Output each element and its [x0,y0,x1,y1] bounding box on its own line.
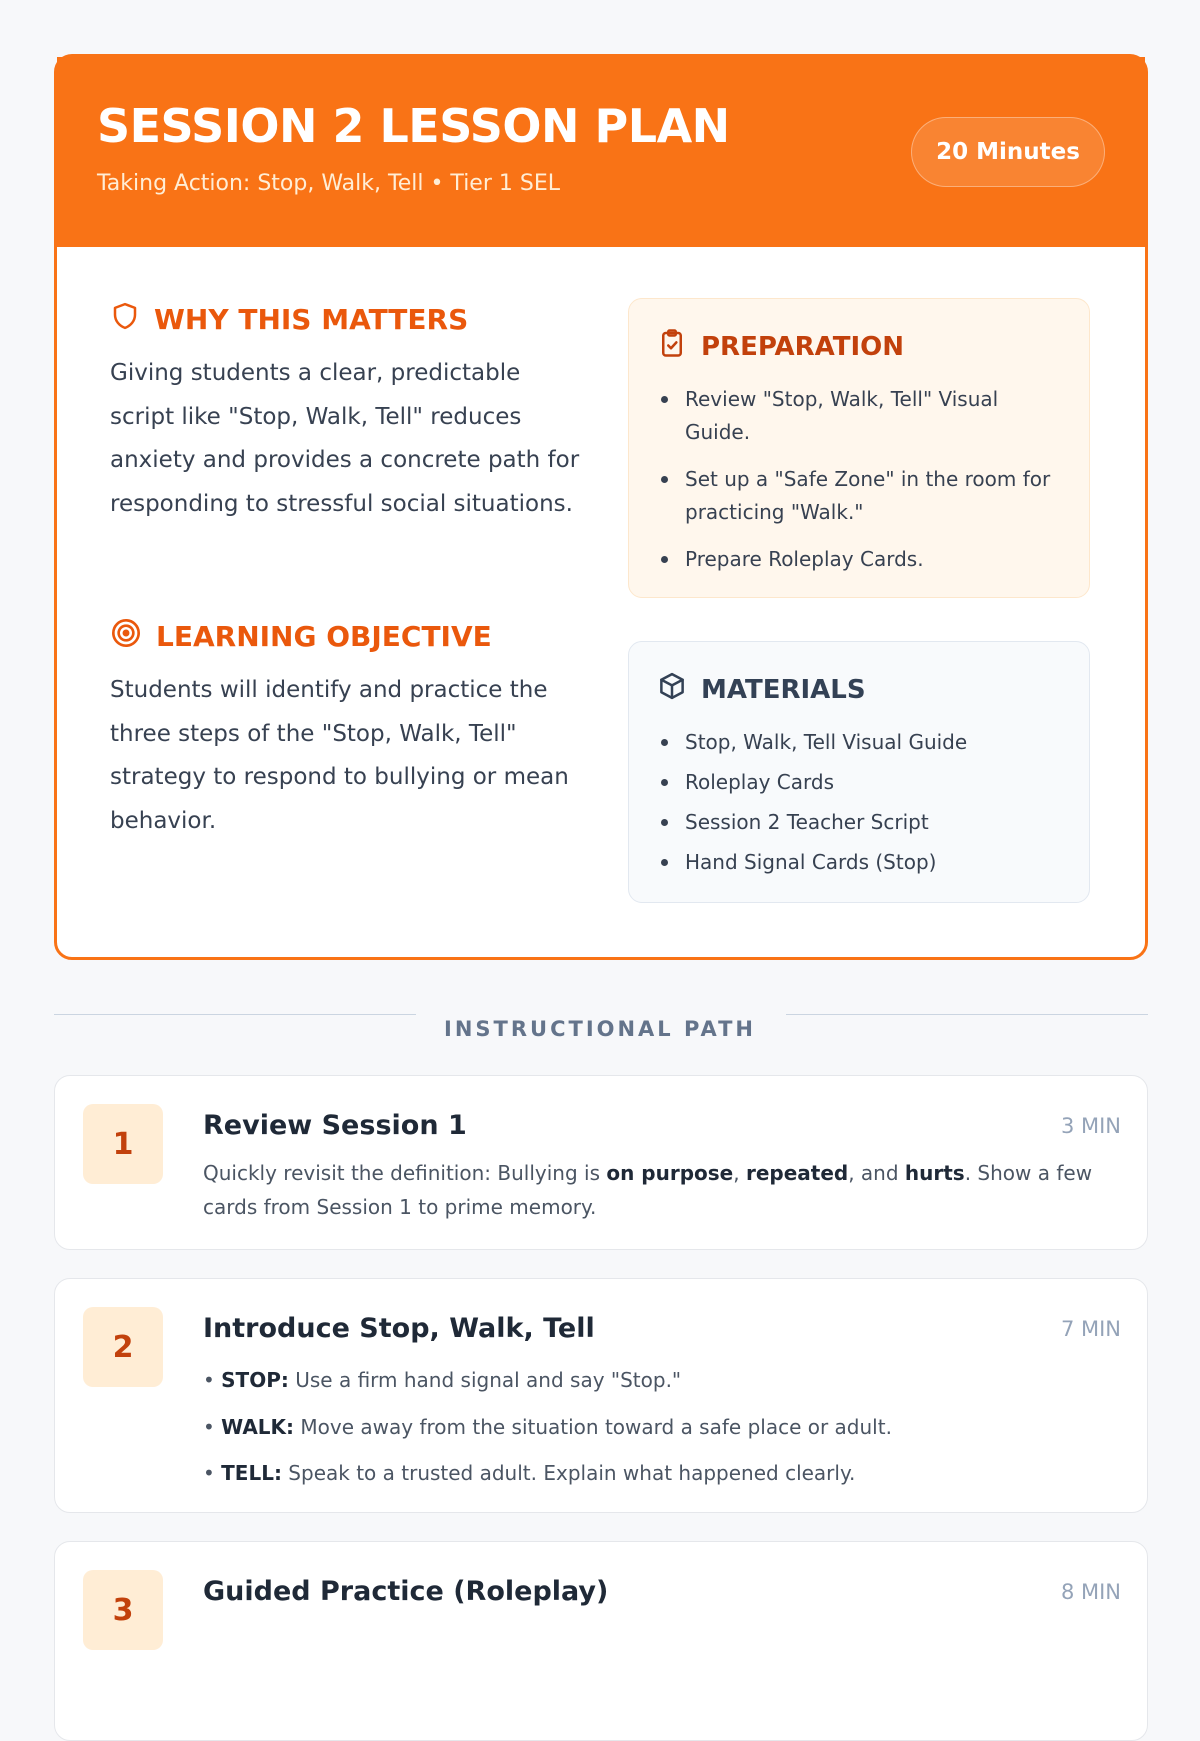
box-icon [657,670,701,709]
clipboard-check-icon [657,327,701,366]
materials-list [657,722,1067,882]
step-number: 2 [83,1307,163,1387]
step-card-1 [54,1075,1148,1250]
objective-heading-text: LEARNING OBJECTIVE [156,620,492,653]
step-number: 3 [83,1570,163,1650]
objective-text: Students will identify and practice the three steps of the "Stop, Walk, Tell" strategy to respond to bullying or mean behavior. [110,677,569,834]
why-heading [110,300,468,339]
step-title: Introduce Stop, Walk, Tell [203,1313,595,1344]
strategy-item-stop: • STOP: Use a firm hand signal and say "Stop." [203,1368,682,1392]
divider-line-right [786,1014,1148,1015]
strategy-item-walk: • WALK: Move away from the situation toward a safe place or adult. [203,1414,892,1439]
list-item: Review "Stop, Walk, Tell" Visual Guide. [657,383,1067,449]
objective-heading [110,617,492,656]
step-duration: 3 MIN [1060,1114,1121,1138]
step-title: Review Session 1 [203,1110,467,1141]
instructional-path-divider [54,1014,1148,1016]
page-subtitle: Taking Action: Stop, Walk, Tell • Tier 1 SEL [97,171,560,196]
step-number: 1 [83,1104,163,1184]
materials-heading [657,670,866,709]
preparation-box [628,298,1090,598]
preparation-heading [657,327,904,366]
materials-heading-text: MATERIALS [701,674,866,705]
target-icon [110,617,156,656]
step-card-2 [54,1278,1148,1513]
list-item: Session 2 Teacher Script [657,802,1067,842]
strategy-item-tell: • TELL: Speak to a trusted adult. Explain what happened clearly. [203,1461,856,1485]
instructional-path-label: INSTRUCTIONAL PATH [444,1017,756,1041]
page-title: SESSION 2 LESSON PLAN [97,99,730,153]
list-item: Roleplay Cards [657,762,1067,802]
list-item: Stop, Walk, Tell Visual Guide [657,722,1067,762]
list-item: Hand Signal Cards (Stop) [657,842,1067,882]
preparation-list [657,383,1067,590]
step-duration: 7 MIN [1060,1317,1121,1341]
materials-box [628,641,1090,903]
divider-line-left [54,1014,416,1015]
lesson-header [57,57,1145,247]
step-title: Guided Practice (Roleplay) [203,1576,609,1607]
list-item: Prepare Roleplay Cards. [657,543,1067,576]
step-description: Quickly revisit the definition: Bullying is on purpose, repeated, and hurts. Show a few cards from Session 1 to prime memory. [203,1161,1093,1219]
preparation-heading-text: PREPARATION [701,331,905,362]
why-heading-text: WHY THIS MATTERS [154,303,469,336]
shield-icon [110,300,154,339]
why-text: Giving students a clear, predictable script like "Stop, Walk, Tell" reduces anxiety and provides a concrete path for responding to stressful social situations. [110,360,580,517]
step-strategy-list [203,1357,1113,1497]
duration-badge: 20 Minutes [911,117,1105,187]
step-card-3 [54,1541,1148,1741]
step-duration: 8 MIN [1060,1580,1121,1604]
list-item: Set up a "Safe Zone" in the room for practicing "Walk." [657,463,1067,529]
